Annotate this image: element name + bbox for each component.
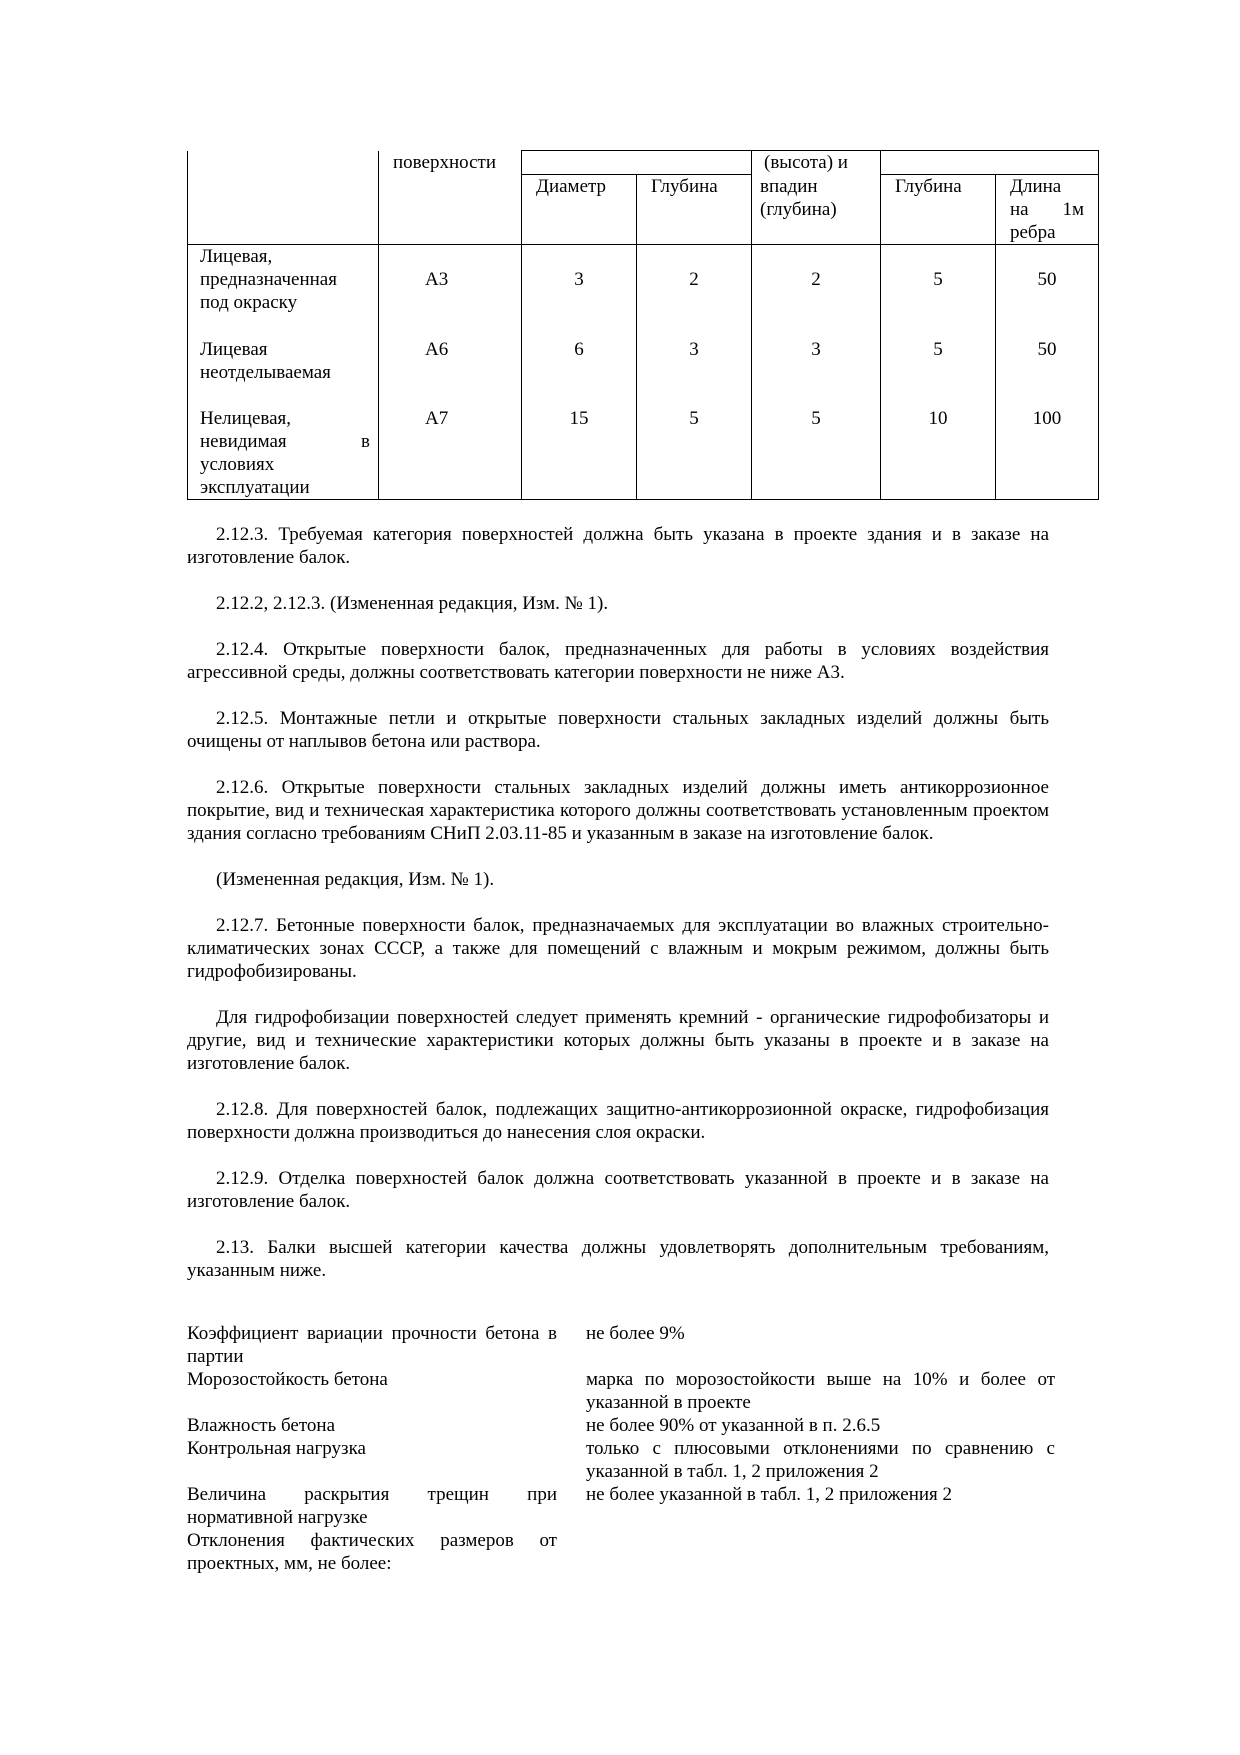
body-text xyxy=(187,523,1049,1305)
paragraph: 2.12.9. Отделка поверхностей балок должна соответствовать указанной в проекте и в заказе на изготовление балок. xyxy=(187,1168,1049,1212)
requirement-key: Морозостойкость бетона xyxy=(187,1369,388,1390)
requirement-value: не более 9% xyxy=(586,1323,685,1344)
cell-category: А6 xyxy=(379,338,522,407)
paragraph: (Измененная редакция, Изм. № 1). xyxy=(216,869,495,890)
requirement-key: Контрольная нагрузка xyxy=(187,1438,366,1459)
header-cell-height: (высота) и xyxy=(752,151,881,175)
requirement-value: только с плюсовыми отклонениями по сравнению с указанной в табл. 1, 2 приложения 2 xyxy=(586,1438,1055,1482)
paragraph: Для гидрофобизации поверхностей следует применять кремний - органические гидрофобизаторы и другие, вид и технические характеристики которых должны быть указаны в проекте и в заказе на изготовление балок. xyxy=(187,1007,1049,1074)
requirement-key: Влажность бетона xyxy=(187,1415,336,1436)
cell-depth: 3 xyxy=(637,338,752,407)
paragraph: 2.12.5. Монтажные петли и открытые поверхности стальных закладных изделий должны быть очищены от наплывов бетона или раствора. xyxy=(187,708,1049,752)
list-item xyxy=(187,1368,1055,1414)
cell-diameter: 15 xyxy=(522,407,637,500)
quality-requirements-list xyxy=(187,1322,1055,1575)
paragraph: 2.12.7. Бетонные поверхности балок, предназначаемых для эксплуатации во влажных строительно-климатических зонах СССР, а также для помещений с влажным и мокрым режимом, должны быть гидрофобизированы. xyxy=(187,915,1049,982)
cell-category: А7 xyxy=(379,407,522,500)
table-row xyxy=(188,245,1099,339)
cell-diameter: 3 xyxy=(522,245,637,339)
cell-category: А3 xyxy=(379,245,522,339)
list-item xyxy=(187,1483,1055,1529)
paragraph: 2.12.6. Открытые поверхности стальных закладных изделий должны иметь антикоррозионное покрытие, вид и техническая характеристика которого должны соответствовать установленным проектом здания согласно требованиям СНиП 2.03.11-85 и указанным в заказе на изготовление балок. xyxy=(187,777,1049,844)
paragraph: 2.12.4. Открытые поверхности балок, предназначенных для работы в условиях воздействия агрессивной среды, должны соответствовать категории поверхности не ниже А3. xyxy=(187,639,1049,683)
cell-surface: Лицевая, предназначенная под окраску xyxy=(188,245,379,339)
header-cell-edge xyxy=(881,151,1099,175)
requirement-value: не более указанной в табл. 1, 2 приложения 2 xyxy=(586,1484,953,1505)
cell-surface: Нелицевая, невидимая в условиях эксплуатации xyxy=(188,407,379,500)
header-cell-surface: поверхности xyxy=(379,151,522,245)
cell-length: 100 xyxy=(996,407,1099,500)
header-hollows-text xyxy=(760,175,872,221)
requirement-value: марка по морозостойкости выше на 10% и более от указанной в проекте xyxy=(586,1369,1055,1413)
cell-height: 3 xyxy=(752,338,881,407)
cell-height: 5 xyxy=(752,407,881,500)
cell-depth2: 5 xyxy=(881,338,996,407)
paragraph: 2.12.8. Для поверхностей балок, подлежащих защитно-антикоррозионной окраске, гидрофобизация поверхности должна производиться до нанесения слоя окраски. xyxy=(187,1099,1049,1143)
requirement-value: не более 90% от указанной в п. 2.6.5 xyxy=(586,1415,881,1436)
surface-category-table xyxy=(187,150,1099,500)
requirement-key: Коэффициент вариации прочности бетона в партии xyxy=(187,1323,557,1367)
header-cell-rib-length: Длина на 1м ребра xyxy=(996,175,1099,245)
list-item xyxy=(187,1322,1055,1368)
table-row xyxy=(188,338,1099,407)
list-item xyxy=(187,1414,1055,1437)
requirement-key: Величина раскрытия трещин при нормативной нагрузке xyxy=(187,1484,557,1528)
header-hollows-label: впадин (глубина) xyxy=(760,175,837,220)
header-cell-empty xyxy=(188,151,379,245)
header-cell-depth: Глубина xyxy=(637,175,752,245)
cell-depth2: 10 xyxy=(881,407,996,500)
requirement-value xyxy=(586,1529,1055,1575)
paragraph: 2.12.3. Требуемая категория поверхностей должна быть указана в проекте здания и в заказе на изготовление балок. xyxy=(187,524,1049,568)
list-item xyxy=(187,1437,1055,1483)
table-row xyxy=(188,407,1099,500)
paragraph: 2.12.2, 2.12.3. (Измененная редакция, Изм. № 1). xyxy=(216,593,609,614)
requirement-key: Отклонения фактических размеров от проектных, мм, не более: xyxy=(187,1530,557,1574)
cell-length: 50 xyxy=(996,245,1099,339)
header-cell-hollows xyxy=(752,175,881,245)
cell-depth: 2 xyxy=(637,245,752,339)
header-cell-depth2: Глубина xyxy=(881,175,996,245)
cell-length: 50 xyxy=(996,338,1099,407)
list-item xyxy=(187,1529,1055,1575)
paragraph: 2.13. Балки высшей категории качества должны удовлетворять дополнительным требованиям, указанным ниже. xyxy=(187,1237,1049,1281)
cell-depth2: 5 xyxy=(881,245,996,339)
header-cell-diameter: Диаметр xyxy=(522,175,637,245)
table-header-row xyxy=(188,151,1099,175)
cell-depth: 5 xyxy=(637,407,752,500)
cell-diameter: 6 xyxy=(522,338,637,407)
cell-surface: Лицевая неотделываемая xyxy=(188,338,379,407)
header-cell-pores xyxy=(522,151,752,175)
cell-height: 2 xyxy=(752,245,881,339)
